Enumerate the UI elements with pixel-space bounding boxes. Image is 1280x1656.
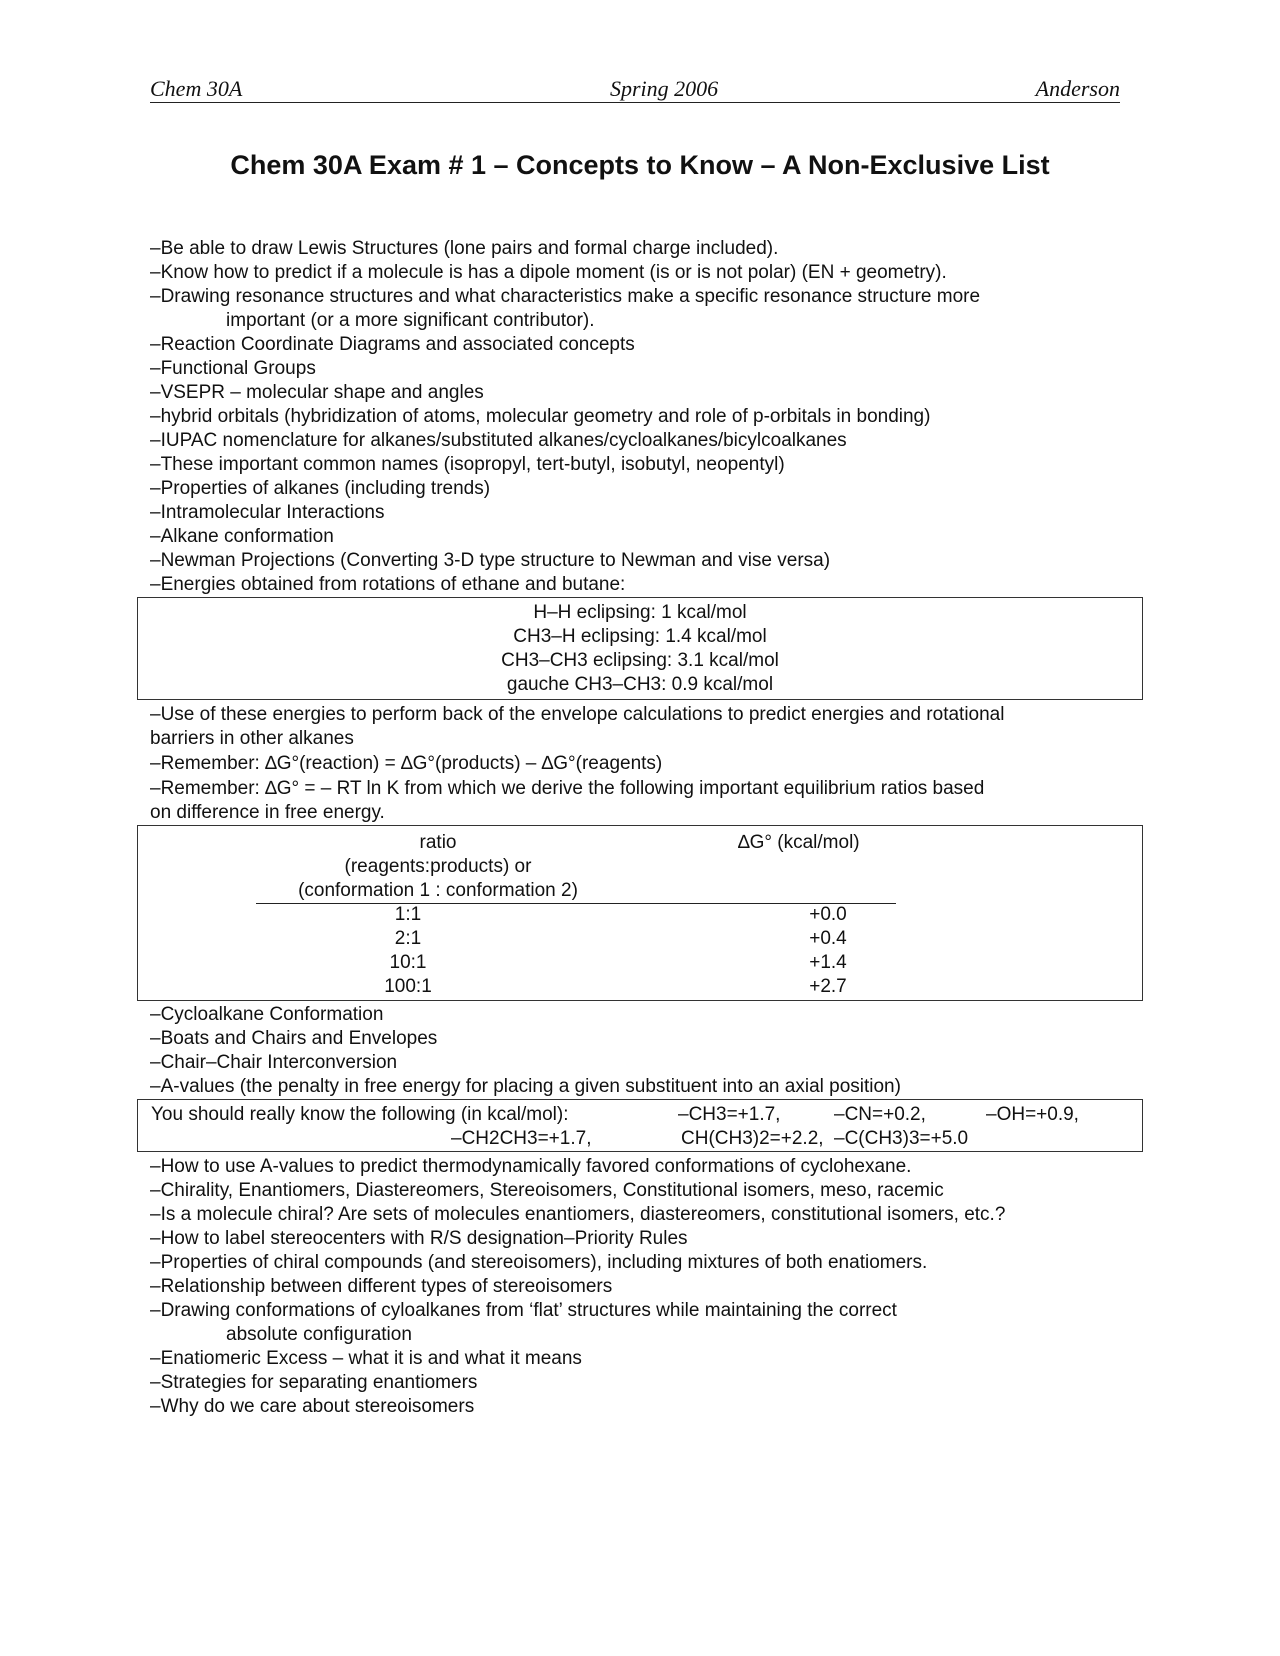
list-item-continuation: on difference in free energy. [150,802,385,823]
list-item: –Alkane conformation [150,526,334,547]
list-item: –Remember: ∆G°(reaction) = ∆G°(products) – ∆G°(reagents) [150,753,663,774]
avalue-tert-butyl: –C(CH3)3=+5.0 [834,1128,969,1149]
list-item-continuation: absolute configuration [226,1324,412,1345]
energy-values-box [137,597,1143,700]
avalue-ch3: –CH3=+1.7, [678,1104,781,1125]
header-instructor: Anderson [1035,76,1120,101]
table-header-dg: ∆G° (kcal/mol) [738,832,860,853]
table-cell-ratio: 2:1 [394,928,422,949]
header-course: Chem 30A [150,76,243,101]
page-header [150,76,1120,103]
list-item: –Be able to draw Lewis Structures (lone pairs and formal charge included). [150,238,779,259]
table-header-ratio-sub: (conformation 1 : conformation 2) [298,880,578,901]
list-item: –Newman Projections (Converting 3-D type structure to Newman and vise versa) [150,550,831,571]
list-item: –How to use A-values to predict thermodynamically favored conformations of cyclohexane. [150,1156,912,1177]
list-item: –Functional Groups [150,358,316,379]
list-item: –Know how to predict if a molecule is has a dipole moment (is or is not polar) (EN + geometry). [150,262,947,283]
list-item: –Properties of alkanes (including trends) [150,478,491,499]
list-item: –IUPAC nomenclature for alkanes/substituted alkanes/cycloalkanes/bicylcoalkanes [150,430,847,451]
list-item: –Use of these energies to perform back of the envelope calculations to predict energies and rotational [150,704,1005,725]
list-item: –Chair–Chair Interconversion [150,1052,398,1073]
table-cell-ratio: 100:1 [384,976,432,997]
table-header-ratio: ratio [419,832,457,853]
list-item: –Relationship between different types of stereoisomers [150,1276,613,1297]
list-item: –How to label stereocenters with R/S designation–Priority Rules [150,1228,688,1249]
avalue-oh: –OH=+0.9, [986,1104,1079,1125]
list-item: –Cycloalkane Conformation [150,1004,384,1025]
list-item: –hybrid orbitals (hybridization of atoms, molecular geometry and role of p-orbitals in bonding) [150,406,931,427]
page-title: Chem 30A Exam # 1 – Concepts to Know – A Non-Exclusive List [230,150,1050,180]
list-item: –Why do we care about stereoisomers [150,1396,475,1417]
list-item: –A-values (the penalty in free energy for placing a given substituent into an axial position) [150,1076,901,1097]
table-cell-dg: +1.4 [809,952,847,973]
list-item: –VSEPR – molecular shape and angles [150,382,484,403]
list-item: –Properties of chiral compounds (and stereoisomers), including mixtures of both enatiomers. [150,1252,928,1273]
table-cell-dg: +0.0 [809,904,847,925]
energy-hh: H–H eclipsing: 1 kcal/mol [533,602,747,623]
energy-ch3ch3: CH3–CH3 eclipsing: 3.1 kcal/mol [501,650,779,671]
avalue-ch2ch3: –CH2CH3=+1.7, [451,1128,592,1149]
list-item: –Drawing conformations of cyloalkanes from ‘flat’ structures while maintaining the correct [150,1300,897,1321]
list-item: –Energies obtained from rotations of ethane and butane: [150,574,626,595]
list-item: –Drawing resonance structures and what characteristics make a specific resonance structure more [150,286,981,307]
table-cell-ratio: 1:1 [394,904,422,925]
energy-gauche: gauche CH3–CH3: 0.9 kcal/mol [506,674,774,695]
table-cell-ratio: 10:1 [389,952,427,973]
list-item-continuation: barriers in other alkanes [150,728,354,749]
list-item: –Intramolecular Interactions [150,502,385,523]
avalues-intro: You should really know the following (in kcal/mol): [151,1104,569,1125]
list-item: –Chirality, Enantiomers, Diastereomers, Stereoisomers, Constitutional isomers, meso, racemic [150,1180,944,1201]
list-item-continuation: important (or a more significant contributor). [226,310,595,331]
header-term: Spring 2006 [610,76,719,101]
table-cell-dg: +0.4 [809,928,847,949]
avalue-isopropyl: CH(CH3)2=+2.2, [681,1128,824,1149]
list-item: –Remember: ∆G° = – RT ln K from which we derive the following important equilibrium ratios based [150,778,985,799]
table-cell-dg: +2.7 [809,976,847,997]
list-item: –Reaction Coordinate Diagrams and associated concepts [150,334,635,355]
list-item: –These important common names (isopropyl, tert-butyl, isobutyl, neopentyl) [150,454,785,475]
list-item: –Boats and Chairs and Envelopes [150,1028,438,1049]
list-item: –Strategies for separating enantiomers [150,1372,478,1393]
ratio-table-box [137,825,1143,1001]
avalue-cn: –CN=+0.2, [834,1104,926,1125]
energy-ch3h: CH3–H eclipsing: 1.4 kcal/mol [513,626,767,647]
avalues-box [137,1099,1143,1152]
table-header-ratio-sub: (reagents:products) or [344,856,532,877]
list-item: –Enatiomeric Excess – what it is and what it means [150,1348,582,1369]
list-item: –Is a molecule chiral? Are sets of molecules enantiomers, diastereomers, constitutional isomers, etc.? [150,1204,1006,1225]
